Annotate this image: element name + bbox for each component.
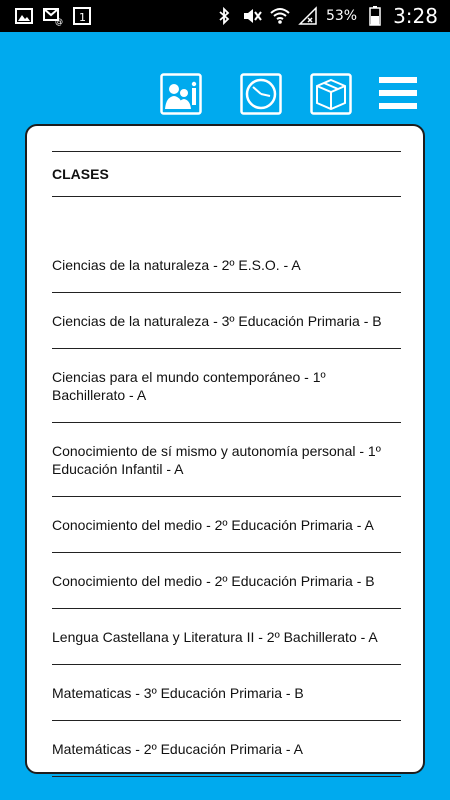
email-icon — [43, 6, 63, 26]
class-item[interactable] — [52, 423, 401, 497]
class-item[interactable] — [52, 665, 401, 721]
status-bar — [0, 0, 450, 32]
wifi-icon — [270, 6, 290, 26]
mute-icon — [242, 6, 262, 26]
bluetooth-icon — [214, 6, 234, 26]
gallery-icon — [14, 6, 34, 26]
hamburger-menu-icon — [377, 74, 419, 117]
class-item-label: Matemáticas - 2º Educación Primaria - A — [52, 740, 303, 757]
contacts-info-icon — [160, 73, 202, 120]
class-item-label: Conocimiento del medio - 2º Educación Primaria - B — [52, 572, 375, 589]
battery-icon — [365, 6, 385, 26]
battery-percent: 53% — [325, 8, 358, 24]
class-item[interactable] — [52, 497, 401, 553]
class-item-label: Matematicas - 3º Educación Primaria - B — [52, 684, 304, 701]
class-item-label: Conocimiento de sí mismo y autonomía personal - 1º Educación Infantil - A — [52, 442, 381, 477]
svg-text:1: 1 — [79, 11, 86, 24]
classes-card — [25, 124, 425, 774]
no-signal-icon — [298, 6, 318, 26]
class-item-label: Ciencias de la naturaleza - 3º Educación Primaria - B — [52, 312, 382, 329]
notification-1-icon — [72, 6, 92, 26]
clock-icon — [240, 73, 282, 120]
class-item[interactable] — [52, 293, 401, 349]
clock-button[interactable] — [240, 75, 282, 117]
box-button[interactable] — [310, 75, 352, 117]
class-item-label: Lengua Castellana y Literatura II - 2º Bachillerato - A — [52, 628, 378, 645]
class-item[interactable] — [52, 721, 401, 777]
status-time: 3:28 — [393, 4, 438, 28]
svg-text:@: @ — [55, 17, 63, 26]
class-item-label: Conocimiento del medio - 2º Educación Primaria - A — [52, 516, 374, 533]
classes-list-container[interactable] — [52, 151, 401, 757]
class-item-label: Ciencias para el mundo contemporáneo - 1º Bachillerato - A — [52, 368, 326, 403]
box-icon — [310, 73, 352, 120]
class-item[interactable] — [52, 237, 401, 293]
class-item-label: Ciencias de la naturaleza - 2º E.S.O. - A — [52, 256, 301, 273]
section-title: CLASES — [52, 166, 109, 182]
class-item[interactable] — [52, 609, 401, 665]
menu-button[interactable] — [377, 76, 419, 114]
contacts-info-button[interactable] — [160, 75, 202, 117]
class-item[interactable] — [52, 349, 401, 423]
class-item[interactable] — [52, 553, 401, 609]
